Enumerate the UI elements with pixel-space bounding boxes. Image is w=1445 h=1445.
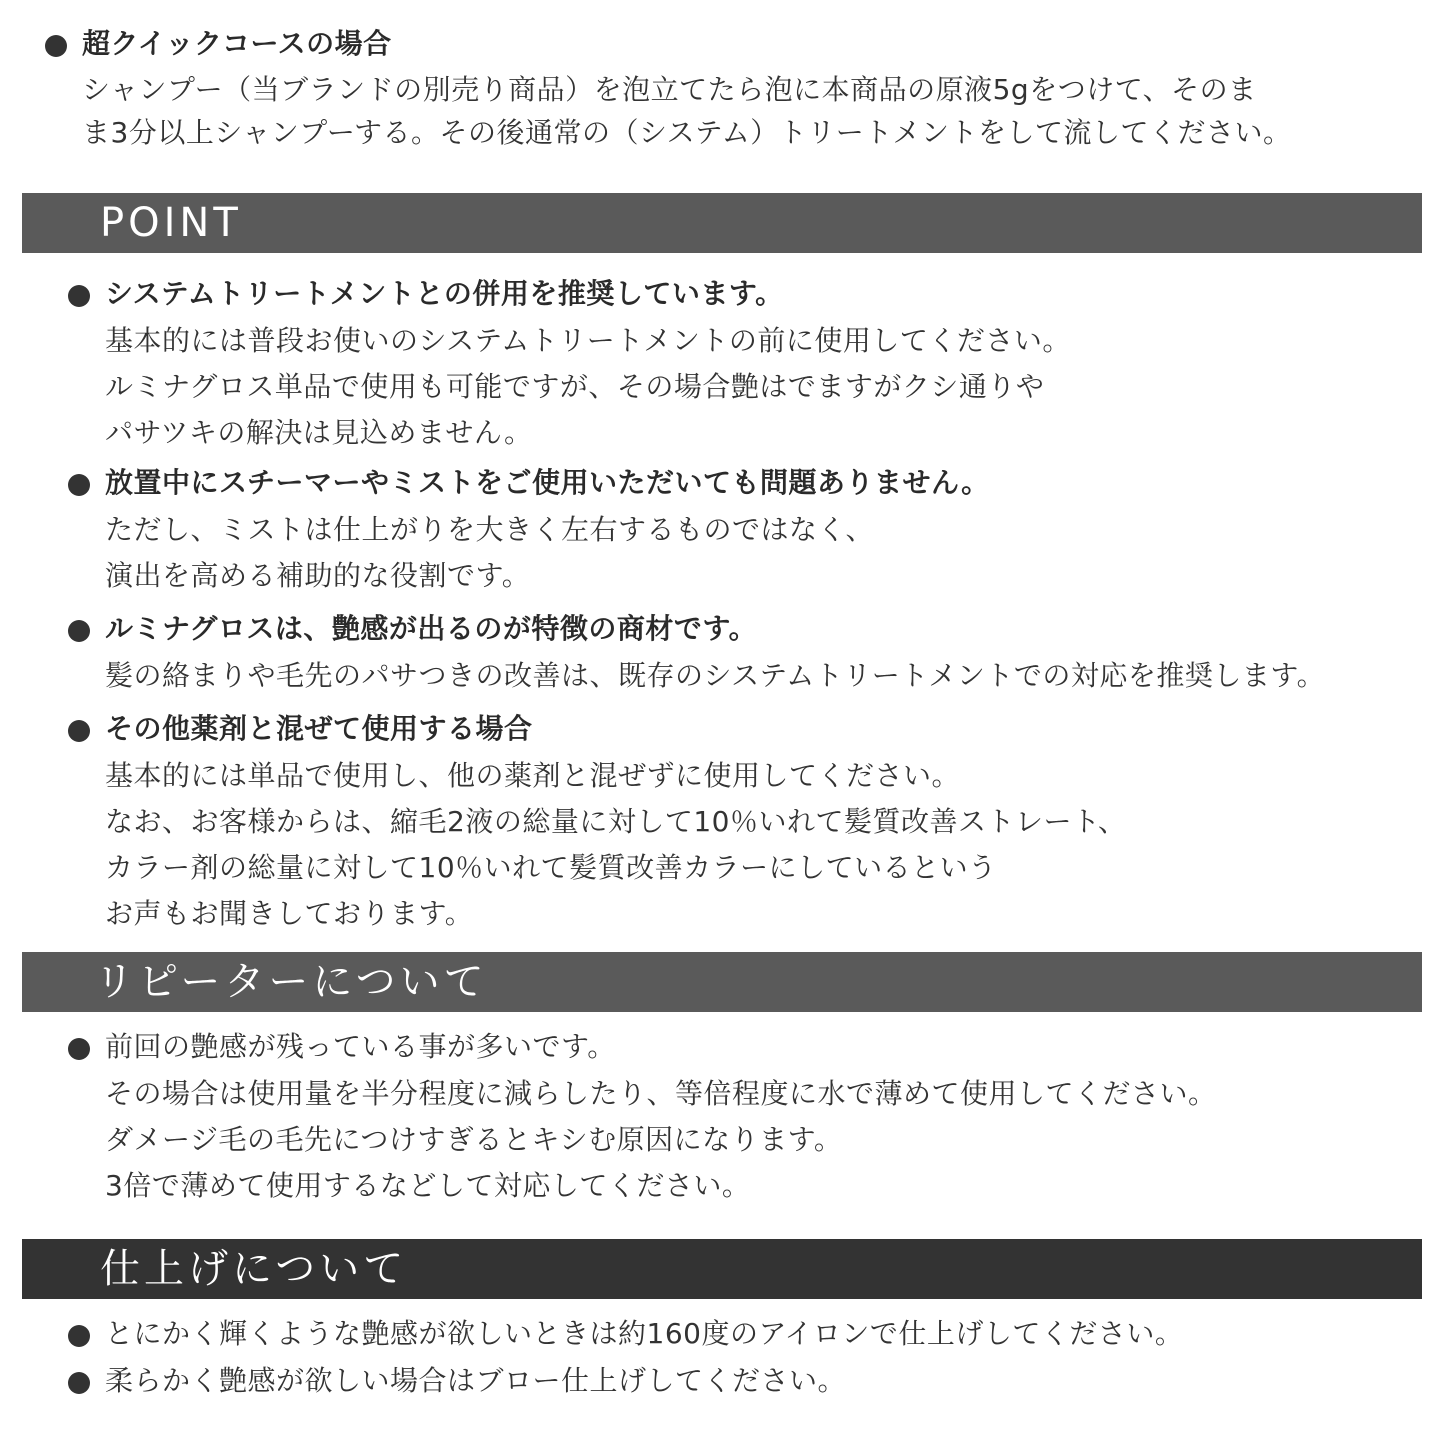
bullet-icon bbox=[68, 474, 90, 496]
repeater-section-header bbox=[22, 952, 1422, 1012]
finish-title: 仕上げについて bbox=[100, 1246, 408, 1292]
bullet-icon bbox=[68, 720, 90, 742]
bullet-icon bbox=[68, 285, 90, 307]
bullet-icon bbox=[68, 1038, 90, 1060]
bullet-icon bbox=[68, 1372, 90, 1394]
point-title: POINT bbox=[100, 200, 242, 246]
repeater-item-line: 前回の艶感が残っている事が多いです。 bbox=[105, 1030, 616, 1063]
repeater-item-line: その場合は使用量を半分程度に減らしたり、等倍程度に水で薄めて使用してください。 bbox=[105, 1077, 1217, 1110]
point-item-line: お声もお聞きしております。 bbox=[105, 897, 474, 930]
point-item-line: ルミナグロス単品で使用も可能ですが、その場合艶はでますがクシ通りや bbox=[105, 370, 1045, 403]
intro-line: シャンプー（当ブランドの別売り商品）を泡立てたら泡に本商品の原液5gをつけて、そのま bbox=[82, 73, 1257, 106]
repeater-title: リピーターについて bbox=[94, 959, 488, 1005]
finish-item-line: とにかく輝くような艶感が欲しいときは約160度のアイロンで仕上げしてください。 bbox=[105, 1317, 1184, 1350]
point-item-line: 髪の絡まりや毛先のパサつきの改善は、既存のシステムトリートメントでの対応を推奨します。 bbox=[105, 659, 1326, 692]
repeater-item-line: ダメージ毛の毛先につけすぎるとキシむ原因になります。 bbox=[105, 1123, 843, 1156]
bullet-icon bbox=[68, 620, 90, 642]
point-item-line: 基本的には普段お使いのシステムトリートメントの前に使用してください。 bbox=[105, 324, 1071, 357]
repeater-item-line: 3倍で薄めて使用するなどして対応してください。 bbox=[105, 1169, 751, 1202]
intro-heading: 超クイックコースの場合 bbox=[82, 27, 392, 60]
point-item-heading: ルミナグロスは、艶感が出るのが特徴の商材です。 bbox=[105, 612, 758, 645]
point-item-heading: その他薬剤と混ぜて使用する場合 bbox=[105, 712, 533, 745]
point-item-line: なお、お客様からは、縮毛2液の総量に対して10％いれて髪質改善ストレート、 bbox=[105, 805, 1127, 838]
point-item-line: 演出を高める補助的な役割です。 bbox=[105, 559, 531, 592]
point-section-header bbox=[22, 193, 1422, 253]
finish-section-header bbox=[22, 1239, 1422, 1299]
point-item-heading: 放置中にスチーマーやミストをご使用いただいても問題ありません。 bbox=[105, 466, 990, 499]
point-item-line: パサツキの解決は見込めません。 bbox=[105, 416, 533, 449]
point-item-line: ただし、ミストは仕上がりを大きく左右するものではなく、 bbox=[105, 513, 874, 546]
point-item-line: カラー剤の総量に対して10％いれて髪質改善カラーにしているという bbox=[105, 851, 997, 884]
point-item-line: 基本的には単品で使用し、他の薬剤と混ぜずに使用してください。 bbox=[105, 759, 961, 792]
intro-line: ま3分以上シャンプーする。その後通常の（システム）トリートメントをして流してください。 bbox=[82, 116, 1292, 149]
finish-item-line: 柔らかく艶感が欲しい場合はブロー仕上げしてください。 bbox=[105, 1364, 847, 1397]
bullet-icon bbox=[45, 35, 67, 57]
point-item-heading: システムトリートメントとの併用を推奨しています。 bbox=[105, 277, 784, 310]
bullet-icon bbox=[68, 1325, 90, 1347]
